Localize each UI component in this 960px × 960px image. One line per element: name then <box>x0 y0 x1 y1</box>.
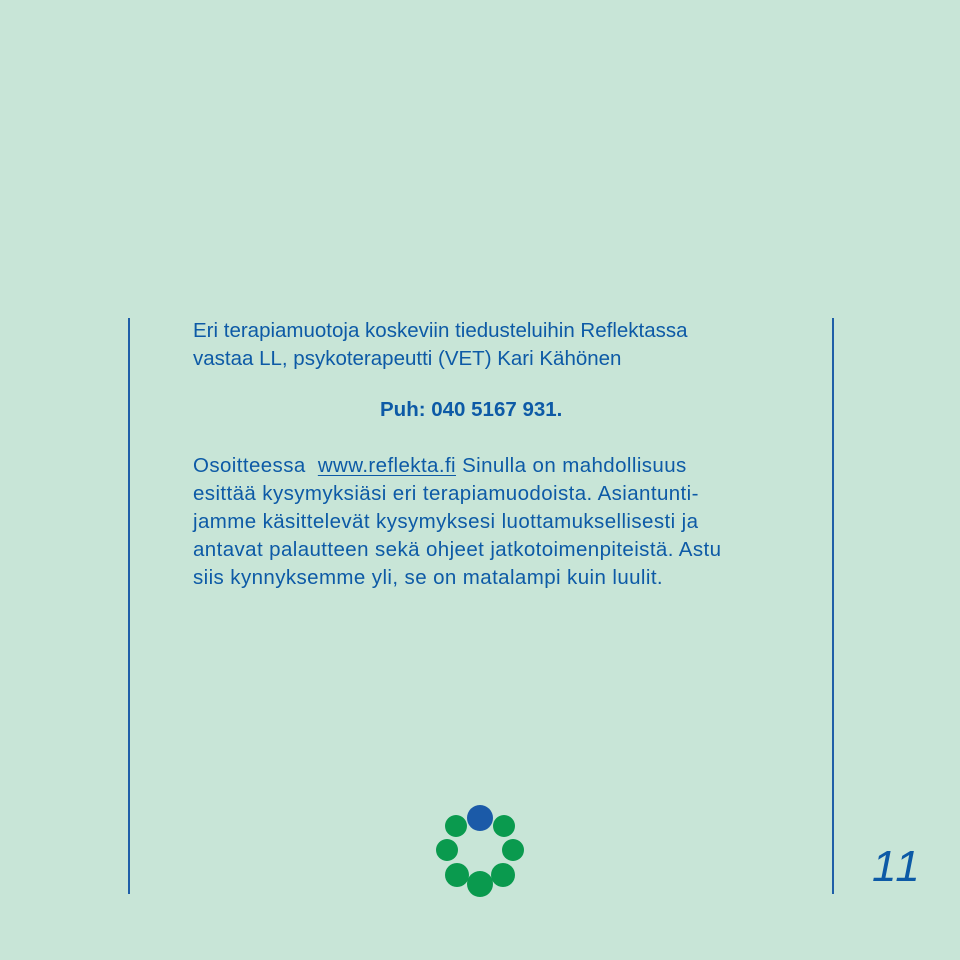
logo-dot-green <box>445 863 469 887</box>
page-number: 11 <box>872 842 922 891</box>
logo-dot-green <box>445 815 467 837</box>
body-paragraph <box>193 452 793 592</box>
logo-dot-green <box>436 839 458 861</box>
body-line-1-rest: Sinulla on mahdollisuus <box>456 454 687 477</box>
phone-number: Puh: 040 5167 931. <box>380 398 563 421</box>
intro-line-2: vastaa LL, psykoterapeutti (VET) Kari Kähönen <box>193 347 622 370</box>
body-line-3: jamme käsittelevät kysymyksesi luottamuksellisesti ja <box>193 510 699 533</box>
body-line-4: antavat palautteen sekä ohjeet jatkotoimenpiteistä. Astu <box>193 538 722 561</box>
body-line-1 <box>193 452 793 480</box>
body-line-5: siis kynnyksemme yli, se on matalampi kuin luulit. <box>193 566 664 589</box>
intro-paragraph <box>193 317 813 373</box>
logo-dot-green <box>493 815 515 837</box>
logo-dot-blue <box>467 805 493 831</box>
logo-dot-green <box>502 839 524 861</box>
left-divider-rule <box>128 318 130 894</box>
body-line-2: esittää kysymyksiäsi eri terapiamuodoista. Asiantunti- <box>193 482 699 505</box>
body-prefix: Osoitteessa <box>193 454 318 477</box>
logo-dot-green <box>467 871 493 897</box>
reflekta-logo-icon <box>430 800 530 900</box>
intro-line-1: Eri terapiamuotoja koskeviin tiedusteluihin Reflektassa <box>193 319 688 342</box>
right-divider-rule <box>832 318 834 894</box>
logo-dot-green <box>491 863 515 887</box>
website-link[interactable]: www.reflekta.fi <box>317 454 456 477</box>
